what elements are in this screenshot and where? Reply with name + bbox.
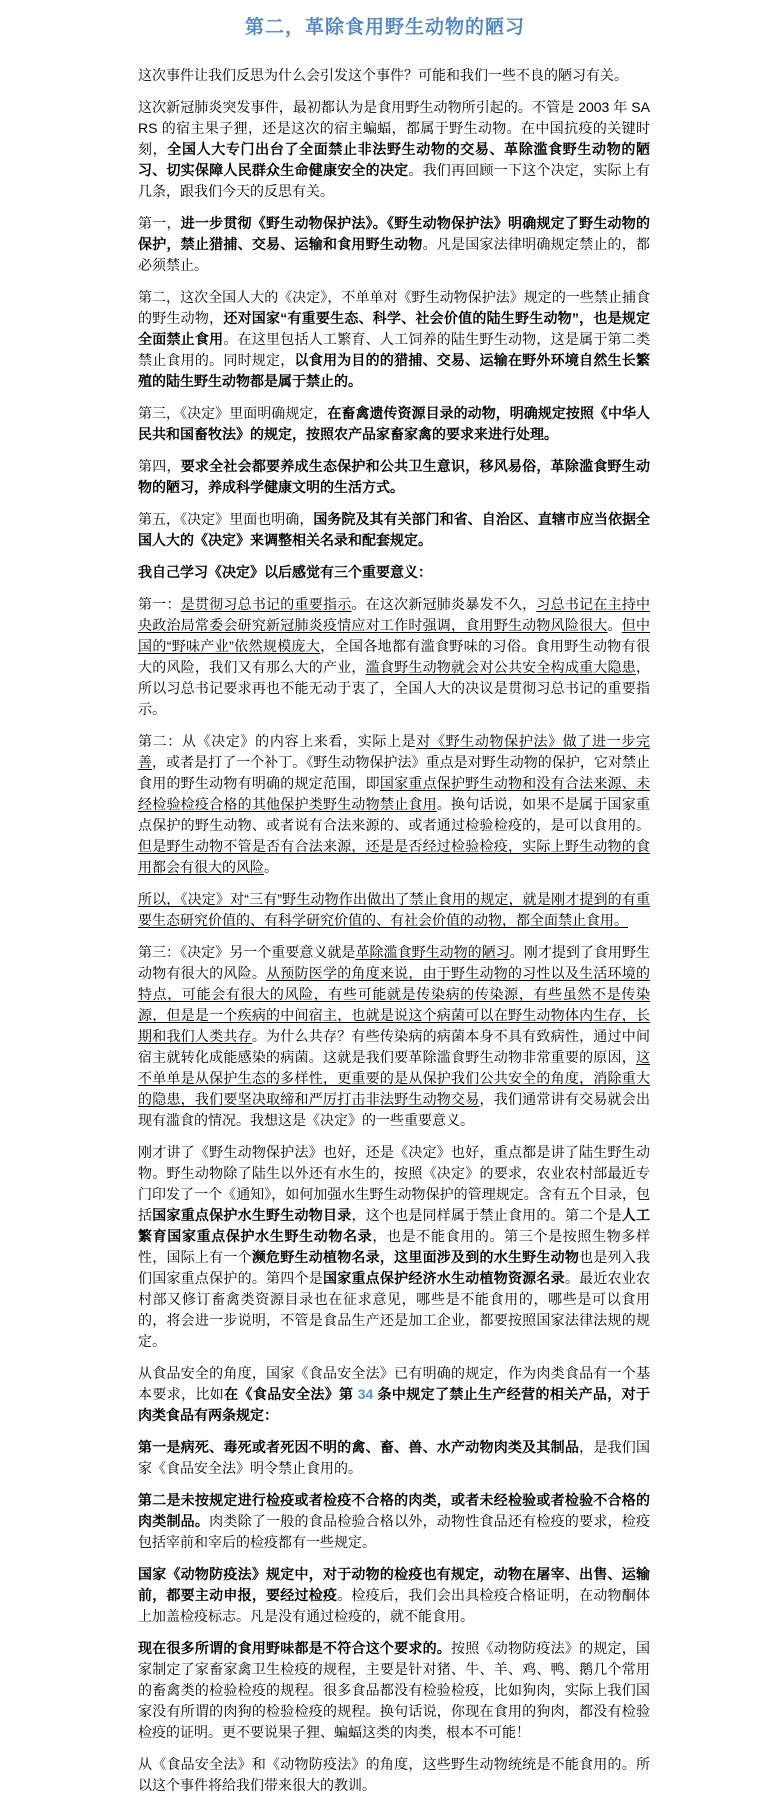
paragraph xyxy=(138,731,650,878)
text-run: ，或者是打了一个补丁。《野生动物保护法》重点是对野生动物的保护，它对禁止食用的野生动物有明确的规定范围，即 xyxy=(138,754,651,791)
bold-run: 我自己学习《决定》以后感觉有三个重要意义： xyxy=(138,564,432,580)
bold-run: 国家《动物防疫法》规定中，对于动物的检疫也有规定，动物在屠宰、出售、运输前，都要主动申报，要经过检疫 xyxy=(138,1566,650,1603)
bold-run: 34 xyxy=(357,1386,374,1402)
text-run: 第五，《决定》里面也明确， xyxy=(138,511,314,527)
underline-run: 革除滥食野生动物的陋习 xyxy=(355,944,510,960)
paragraph xyxy=(138,456,650,498)
bold-run: 濒危野生动植物名录，这里面涉及到的水生野生动物 xyxy=(251,1249,580,1265)
underline-run: 但是野生动物不管是否有合法来源，还是是否经过检验检疫，实际上野生动物的食用都会有很大的风险 xyxy=(138,838,650,875)
paragraph xyxy=(138,594,650,720)
text-run: 。我们再回顾一下这个决定，实际上有几条，跟我们今天的反思有关。 xyxy=(138,162,651,199)
underline-run: 是贯彻习总书记的重要指示 xyxy=(180,596,352,612)
underline-run: 对《野生动物保护法》做了进一步完善 xyxy=(138,733,651,770)
paragraph xyxy=(138,509,650,551)
text-run: 第一： xyxy=(138,596,181,612)
text-run: 肉类除了一般的食品检验合格以外，动物性食品还有检疫的要求，检疫包括宰前和宰后的检疫都有一些规定。 xyxy=(138,1513,651,1550)
text-run: 。换句话说，如果不是属于国家重点保护的野生动物、或者说有合法来源的、或者通过检验检疫的，是可以食用的。 xyxy=(138,796,651,833)
document-title: 第二，革除食用野生动物的陋习 xyxy=(244,17,525,38)
bold-run: 还对国家“有重要生态、科学、社会价值的陆生野生动物”，也是规定全面禁止食用 xyxy=(138,310,651,347)
text-run: ，是我们国家《食品安全法》明令禁止食用的。 xyxy=(138,1439,651,1476)
bold-run: 在畜禽遗传资源目录的动物，明确规定按照《中华人民共和国畜牧法》的规定，按照农产品家畜家禽的要求来进行处理。 xyxy=(138,405,651,442)
text-run: 。 xyxy=(264,859,278,875)
text-run: ，也是不能食用的。第三个是按照生物多样性，国际上有一个 xyxy=(138,1228,651,1265)
text-run: 。最近农业农村部又修订畜禽类资源目录也在征求意见，哪些是不能食用的，哪些是可以食用的，将会进一步说明，不管是食品生产还是加工企业，都要按照国家法律法规的规定。 xyxy=(138,1270,651,1349)
text-run: 。刚才提到了食用野生动物有很大的风险。 xyxy=(138,944,651,981)
bold-run: 人工繁育国家重点保护水生野生动物名录 xyxy=(138,1207,651,1244)
underline-run: 滥食野生动物就会对公共安全构成重大隐患 xyxy=(365,659,636,675)
paragraph xyxy=(138,287,650,392)
bold-run: 第二是未按规定进行检疫或者检疫不合格的肉类，或者未经检验或者检验不合格的肉类制品。 xyxy=(138,1492,650,1529)
text-run: ，我们通常讲有交易就会出现有滥食的情况。我想这是《决定》的一些重要意义。 xyxy=(138,1091,650,1128)
bold-run: 进一步贯彻《野生动物保护法》。《野生动物保护法》明确规定了野生动物的保护，禁止猎捕、交易、运输和食用野生动物 xyxy=(138,215,651,252)
bold-run: 条中规定了禁止生产经营的相关产品，对于肉类食品有两条规定： xyxy=(138,1386,651,1423)
text-run: 。凡是国家法律明确规定禁止的，都必须禁止。 xyxy=(138,236,651,273)
text-run: 第二，这次全国人大的《决定》，不单单对《野生动物保护法》规定的一些禁止捕食的野生动物， xyxy=(138,289,650,326)
text-run: ，这个也是同样属于禁止食用的。第二个是 xyxy=(351,1207,622,1223)
text-run: 第二：从《决定》的内容上来看，实际上是 xyxy=(138,733,417,749)
bold-run: 国家重点保护经济水生动植物资源名录 xyxy=(322,1270,565,1286)
text-run: 。为什么共存？有些传染病的病菌本身不具有致病性，通过中间宿主就转化成能感染的病菌。这就是我们要革除滥食野生动物非常重要的原因， xyxy=(138,1028,650,1065)
paragraph xyxy=(138,889,650,931)
bold-run: 全国人大专门出台了全面禁止非法野生动物的交易、革除滥食野生动物的陋习、切实保障人民群众生命健康安全的决定 xyxy=(138,141,651,178)
text-run: 。在这里包括人工繁育、人工饲养的陆生野生动物，这是属于第二类禁止食用的。同时规定， xyxy=(138,331,651,368)
bold-run: 国务院及其有关部门和省、自治区、直辖市应当依据全国人大的《决定》来调整相关名录和配套规定。 xyxy=(138,511,651,548)
bold-run: 要求全社会都要养成生态保护和公共卫生意识，移风易俗，革除滥食野生动物的陋习，养成科学健康文明的生活方式。 xyxy=(138,458,650,495)
paragraph xyxy=(138,1142,650,1352)
document-body xyxy=(138,65,650,1796)
text-run: 这次事件让我们反思为什么会引发这个事件？可能和我们一些不良的陋习有关。 xyxy=(138,67,628,83)
text-run: 从《食品安全法》和《动物防疫法》的角度，这些野生动物统统是不能食用的。所以这个事件将给我们带来很大的教训。 xyxy=(138,1756,650,1793)
text-run: 第三，《决定》里面明确规定， xyxy=(138,405,328,421)
text-run: 第一， xyxy=(138,215,181,231)
bold-run: 国家重点保护水生野生动物目录 xyxy=(152,1207,352,1223)
text-run: 按照《动物防疫法》的规定，国家制定了家畜家禽卫生检疫的规程，主要是针对猪、牛、羊、鸡、鸭、鹅几个常用的畜禽类的检验检疫的规程。很多食品都没有检验检疫，比如狗肉，实际上我们国家没有所谓的肉狗的检验检疫的规程。换句话说，你现在食用的狗肉，都没有检验检疫的证明。更不要说果子狸、蝙蝠这类的肉类，根本不可能！ xyxy=(138,1640,651,1740)
text-run: ，全国各地都有滥食野味的习俗。食用野生动物有很大的风险，我们又有那么大的产业， xyxy=(138,638,651,675)
paragraph xyxy=(138,1437,650,1479)
text-run: 从食品安全的角度，国家《食品安全法》已有明确的规定，作为肉类食品有一个基本要求，比如 xyxy=(138,1365,650,1402)
text-run: 。检疫后，我们会出具检疫合格证明，在动物酮体上加盖检疫标志。凡是没有通过检疫的，就不能食用。 xyxy=(138,1587,651,1624)
underline-run: 习总书记在主持中央政治局常委会研究新冠肺炎疫情应对工作时强调，食用野生动物风险很大 xyxy=(138,596,651,633)
paragraph xyxy=(138,1754,650,1796)
text-run: 刚才讲了《野生动物保护法》也好，还是《决定》也好，重点都是讲了陆生野生动物。野生动物除了陆生以外还有水生的，按照《决定》的要求，农业农村部最近专门印发了一个《通知》，如何加强水生野生动物保护的管理规定。含有五个目录，包括 xyxy=(138,1144,650,1223)
text-run: 也是列入我们国家重点保护的。第四个是 xyxy=(138,1249,651,1286)
text-run: 。在这次新冠肺炎暴发不久， xyxy=(351,596,537,612)
paragraph xyxy=(138,97,650,202)
paragraph xyxy=(138,403,650,445)
paragraph xyxy=(138,562,650,583)
bold-run: 第一是病死、毒死或者死因不明的禽、畜、兽、水产动物肉类及其制品 xyxy=(138,1439,580,1455)
underline-run: 国家重点保护野生动物和没有合法来源、未经检验检疫合格的其他保护类野生动物禁止食用 xyxy=(138,775,651,812)
paragraph xyxy=(138,65,650,86)
bold-run: 现在很多所谓的食用野味都是不符合这个要求的。 xyxy=(138,1640,452,1656)
text-run: 这次新冠肺炎突发事件，最初都认为是食用野生动物所引起的。不管是 2003 年 SARS 的宿主果子狸，还是这次的宿主蝙蝠，都属于野生动物。在中国抗疫的关键时刻， xyxy=(138,99,650,157)
paragraph xyxy=(138,942,650,1131)
underline-run: 从预防医学的角度来说，由于野生动物的习性以及生活环境的特点，可能会有很大的风险，有些可能就是传染病的传染源，有些虽然不是传染源，但是是一个疾病的中间宿主，也就是说这个病菌可以在野生动物体内生存，长期和我们人类共存 xyxy=(138,965,651,1044)
bold-run: 以食用为目的的猎捕、交易、运输在野外环境自然生长繁殖的陆生野生动物都是属于禁止的。 xyxy=(138,352,650,389)
paragraph xyxy=(138,1490,650,1553)
text-run: ，所以习总书记要求再也不能无动于衷了，全国人大的决议是贯彻习总书记的重要指示。 xyxy=(138,659,650,717)
bold-run: 在《食品安全法》第 xyxy=(224,1386,358,1402)
paragraph xyxy=(138,213,650,276)
paragraph xyxy=(138,1363,650,1426)
text-run: 第四， xyxy=(138,458,181,474)
underline-run: 这不单单是从保护生态的多样性，更重要的是从保护我们公共安全的角度，消除重大的隐患，我们要坚决取缔和严厉打击非法野生动物交易 xyxy=(138,1049,650,1107)
underline-run: 但中国的“野味产业”依然规模庞大 xyxy=(138,617,651,654)
text-run: 。 xyxy=(607,617,622,633)
text-run: 第三：《决定》另一个重要意义就是 xyxy=(138,944,356,960)
paragraph xyxy=(138,1638,650,1743)
underline-run: 所以，《决定》对“三有”野生动物作出做出了禁止食用的规定，就是刚才提到的有重要生态研究价值的、有科学研究价值的、有社会价值的动物，都全面禁止食用。 xyxy=(138,891,650,928)
